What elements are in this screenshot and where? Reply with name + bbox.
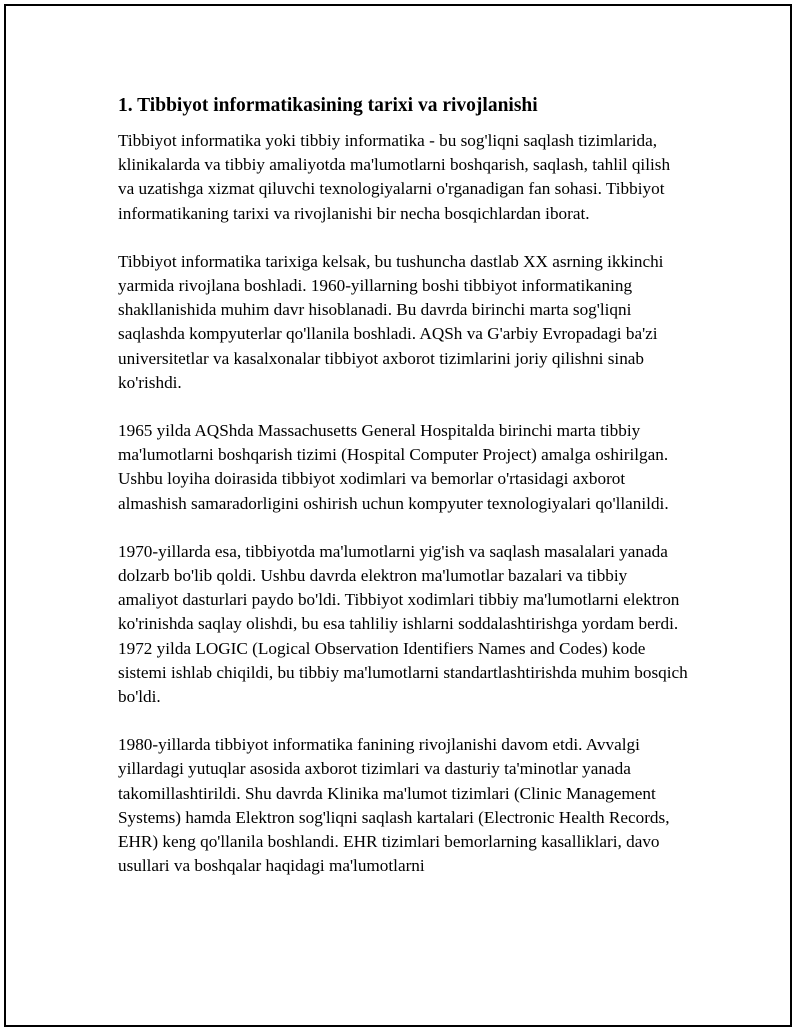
document-body: [118, 92, 690, 878]
paragraph-history-1960s: Tibbiyot informatika tarixiga kelsak, bu tushuncha dastlab XX asrning ikkinchi yarmida rivojlana boshladi. 1960-yillarning boshi tibbiyot informatikaning shakllanishida muhim davr hisoblanadi. Bu davrda birinchi marta sog'liqni saqlashda kompyuterlar qo'llanila boshladi. AQSh va G'arbiy Evropadagi ba'zi universitetlar va kasalxonalar tibbiyot axborot tizimlarini joriy qilishni sinab ko'rishdi.: [118, 251, 664, 392]
section-heading: 1. Tibbiyot informatikasining tarixi va rivojlanishi: [118, 95, 538, 116]
paragraph-1970s: 1970-yillarda esa, tibbiyotda ma'lumotlarni yig'ish va saqlash masalalari yanada dolzarb bo'lib qoldi. Ushbu davrda elektron ma'lumotlar bazalari va tibbiy amaliyot dasturlari paydo bo'ldi. Tibbiyot xodimlari tibbiy ma'lumotlarni elektron ko'rinishda saqlay olishdi, bu esa tahliliy ishlarni soddalashtirishga yordam berdi. 1972 yilda LOGIC (Logical Observation Identifiers Names and Codes) kode sistemi ishlab chiqildi, bu tibbiy ma'lumotlarni standartlashtirishda muhim bosqich bo'ldi.: [118, 541, 688, 707]
paragraph-1965-project: 1965 yilda AQShda Massachusetts General Hospitalda birinchi marta tibbiy ma'lumotlarni boshqarish tizimi (Hospital Computer Project) amalga oshirilgan. Ushbu loyiha doirasida tibbiyot xodimlari va bemorlar o'rtasidagi axborot almashish samaradorligini oshirish uchun kompyuter texnologiyalari qo'llanildi.: [118, 421, 669, 513]
paragraph-intro: Tibbiyot informatika yoki tibbiy informatika - bu sog'liqni saqlash tizimlarida, klinikalarda va tibbiy amaliyotda ma'lumotlarni boshqarish, saqlash, tahlil qilish va uzatishga xizmat qiluvchi texnologiyalarni o'rganadigan fan sohasi. Tibbiyot informatikaning tarixi va rivojlanishi bir necha bosqichlardan iborat.: [118, 131, 671, 223]
paragraph-1980s: 1980-yillarda tibbiyot informatika fanining rivojlanishi davom etdi. Avvalgi yillardagi yutuqlar asosida axborot tizimlari va dasturiy ta'minotlar yanada takomillashtirildi. Shu davrda Klinika ma'lumot tizimlari (Clinic Management Systems) hamda Elektron sog'liqni saqlash kartalari (Electronic Health Records, EHR) keng qo'llanila boshlandi. EHR tizimlari bemorlarning kasalliklari, davo usullari va boshqalar haqidagi ma'lumotlarni: [118, 735, 670, 876]
